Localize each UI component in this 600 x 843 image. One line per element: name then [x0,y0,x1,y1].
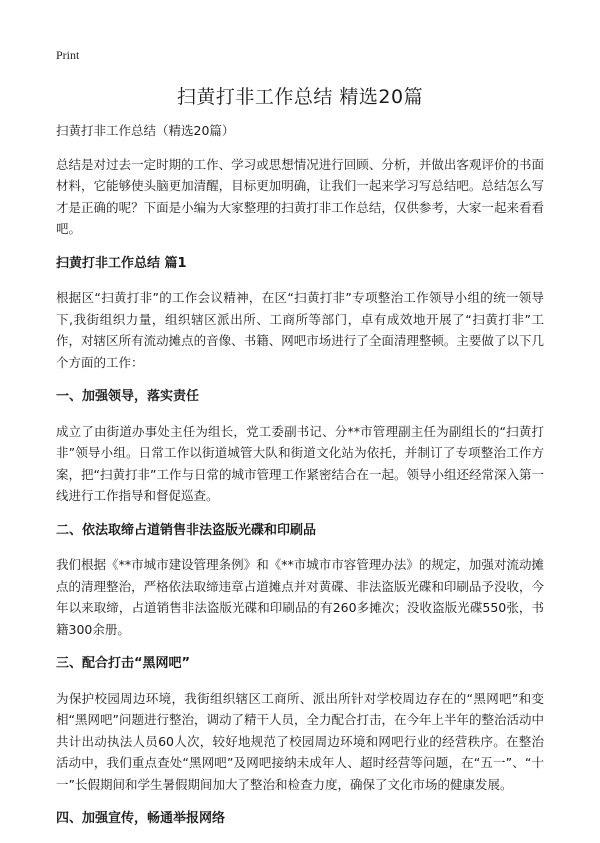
article-heading: 扫黄打非工作总结 篇1 [56,255,187,271]
document-subtitle: 扫黄打非工作总结（精选20篇） [56,123,235,138]
article-intro-paragraph: 根据区“扫黄打非”的工作会议精神，在区“扫黄打非”专项整治工作领导小组的统一领导下,我街组织力量，组织辖区派出所、工商所等部门，卓有成效地开展了“扫黄打非”工作，对辖区所有流动摊点的音像、书籍、网吧市场进行了全面清理整顿。主要做了以下几个方面的工作： [56,290,544,370]
document-body [56,120,544,843]
print-link[interactable]: Print [56,48,80,62]
section-text-3: 为保护校园周边环境，我街组织辖区工商所、派出所针对学校周边存在的“黑网吧”和变相“黑网吧”问题进行整治，调动了精干人员，全力配合打击，在今年上半年的整治活动中共计出动执法人员60人次，较好地规范了校园周边环境和网吧行业的经营秩序。在整治活动中，我们重点查处“黑网吧”及网吧接纳未成年人、超时经营等问题，在“五一”、“十一”长假期间和学生暑假期间加大了整治和检查力度，确保了文化市场的健康发展。 [56,690,544,792]
section-heading-4: 四、加强宣传，畅通举报网络 [56,811,226,826]
section-text-2: 我们根据《**市城市建设管理条例》和《**市城市市容管理办法》的规定，加强对流动摊点的清理整治，严格依法取缔违章占道摊点并对黄碟、非法盗版光碟和印刷品予没收，今年以来取缔，占道销售非法盗版光碟和印刷品的有260多摊次；没收盗版光碟550张，书籍300余册。 [56,557,544,637]
page-title: 扫黄打非工作总结 精选20篇 [176,86,424,108]
intro-paragraph: 总结是对过去一定时期的工作、学习或思想情况进行回顾、分析，并做出客观评价的书面材料，它能够使头脑更加清醒，目标更加明确，让我们一起来学习写总结吧。总结怎么写才是正确的呢？下面是小编为大家整理的扫黄打非工作总结，仅供参考，大家一起来看看吧。 [56,156,544,236]
section-heading-2: 二、依法取缔占道销售非法盗版光碟和印刷品 [56,522,317,538]
section-text-1: 成立了由街道办事处主任为组长，党工委副书记、分**市管理副主任为副组长的“扫黄打非”领导小组。日常工作以街道城管大队和街道文化站为依托，并制订了专项整治工作方案，把“扫黄打非”工作与日常的城市管理工作紧密结合在一起。领导小组还经常深入第一线进行工作指导和督促巡查。 [56,423,544,503]
section-heading-1: 一、加强领导，落实责任 [56,389,200,404]
section-heading-3: 三、配合打击“黑网吧” [56,656,191,671]
